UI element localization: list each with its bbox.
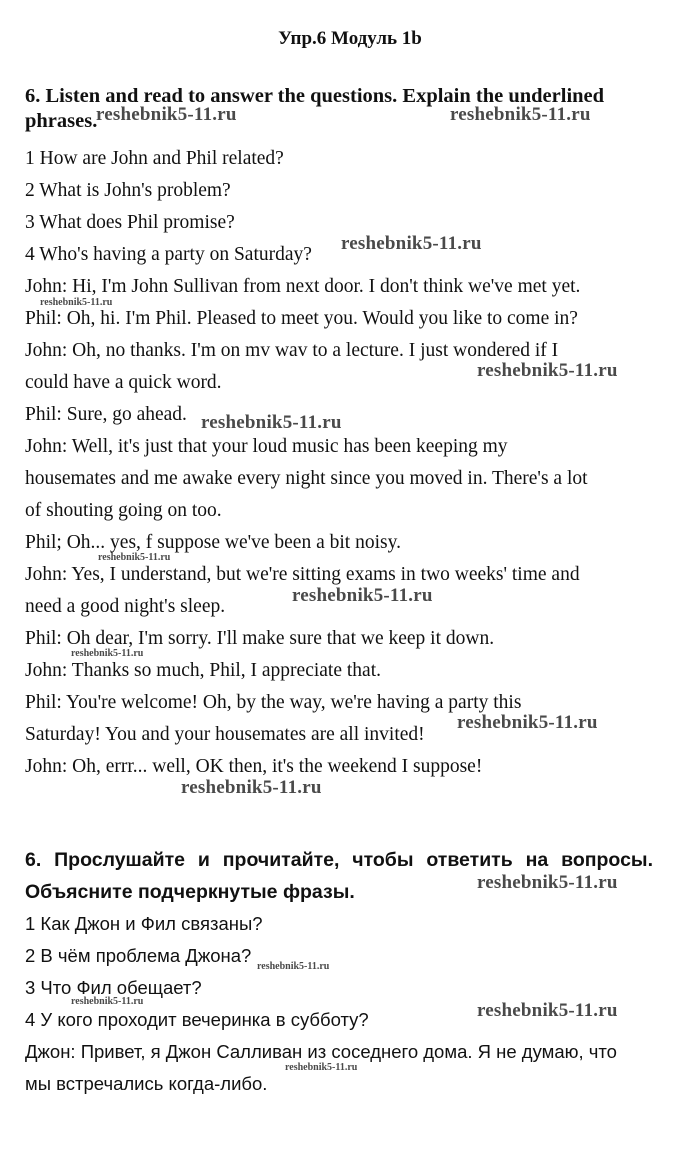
- dialogue-line-10: John: Yes, I understand, but we're sitting exams in two weeks' time and: [25, 564, 580, 585]
- russian-question-2: 2 В чём проблема Джона?: [25, 945, 252, 966]
- watermark-small: reshebnik5-11.ru: [71, 648, 144, 659]
- english-heading-line-2: phrases.: [25, 110, 98, 132]
- russian-dialogue-line-2: мы встречались когда-либо.: [25, 1073, 268, 1094]
- english-question-1: 1 How are John and Phil related?: [25, 148, 284, 169]
- russian-heading-line-1: 6. Прослушайте и прочитайте, чтобы ответить на вопросы.: [25, 849, 653, 871]
- watermark: reshebnik5-11.ru: [292, 585, 433, 606]
- dialogue-line-14: Phil: You're welcome! Oh, by the way, we're having a party this: [25, 692, 522, 713]
- dialogue-line-4: could have a quick word.: [25, 372, 222, 393]
- dialogue-line-6: John: Well, it's just that your loud music has been keeping my: [25, 436, 508, 457]
- watermark: reshebnik5-11.ru: [341, 233, 482, 254]
- russian-dialogue-line-1: Джон: Привет, я Джон Салливан из соседнего дома. Я не думаю, что: [25, 1041, 617, 1062]
- russian-question-1: 1 Как Джон и Фил связаны?: [25, 913, 263, 934]
- dialogue-line-9: Phil; Oh... yes, f suppose we've been a bit noisy.: [25, 532, 401, 553]
- watermark: reshebnik5-11.ru: [477, 1000, 618, 1021]
- watermark-small: reshebnik5-11.ru: [71, 996, 144, 1007]
- watermark: reshebnik5-11.ru: [96, 104, 237, 125]
- page-title: Упр.6 Модуль 1b: [278, 28, 422, 49]
- watermark: reshebnik5-11.ru: [477, 872, 618, 893]
- russian-question-4: 4 У кого проходит вечеринка в субботу?: [25, 1009, 369, 1030]
- dialogue-line-13: John: Thanks so much, Phil, I appreciate that.: [25, 660, 381, 681]
- english-question-3: 3 What does Phil promise?: [25, 212, 235, 233]
- dialogue-line-7: housemates and me awake every night since you moved in. There's a lot: [25, 468, 588, 489]
- dialogue-line-11: need a good night's sleep.: [25, 596, 226, 617]
- dialogue-line-8: of shouting going on too.: [25, 500, 222, 521]
- watermark: reshebnik5-11.ru: [457, 712, 598, 733]
- watermark: reshebnik5-11.ru: [201, 412, 342, 433]
- russian-heading-line-2: Объясните подчеркнутые фразы.: [25, 881, 355, 903]
- dialogue-line-16: John: Oh, errr... well, OK then, it's the weekend I suppose!: [25, 756, 483, 777]
- dialogue-line-12: Phil: Oh dear, I'm sorry. I'll make sure that we keep it down.: [25, 628, 495, 649]
- dialogue-line-5: Phil: Sure, go ahead.: [25, 404, 187, 425]
- watermark-small: reshebnik5-11.ru: [285, 1062, 358, 1073]
- dialogue-line-1: John: Hi, I'm John Sullivan from next door. I don't think we've met yet.: [25, 276, 581, 297]
- english-question-2: 2 What is John's problem?: [25, 180, 231, 201]
- dialogue-line-3: John: Oh, no thanks. I'm on mv wav to a lecture. I just wondered if I: [25, 340, 559, 361]
- russian-question-3: 3 Что Фил обещает?: [25, 977, 202, 998]
- dialogue-line-15: Saturday! You and your housemates are all invited!: [25, 724, 425, 745]
- english-question-4: 4 Who's having a party on Saturday?: [25, 244, 312, 265]
- watermark-small: reshebnik5-11.ru: [40, 297, 113, 308]
- watermark: reshebnik5-11.ru: [477, 360, 618, 381]
- watermark: reshebnik5-11.ru: [450, 104, 591, 125]
- watermark-small: reshebnik5-11.ru: [98, 552, 171, 563]
- watermark: reshebnik5-11.ru: [181, 777, 322, 798]
- watermark-small: reshebnik5-11.ru: [257, 961, 330, 972]
- english-heading-line-1: 6. Listen and read to answer the questions. Explain the underlined: [25, 85, 605, 107]
- dialogue-line-2: Phil: Oh, hi. I'm Phil. Pleased to meet you. Would you like to come in?: [25, 308, 578, 329]
